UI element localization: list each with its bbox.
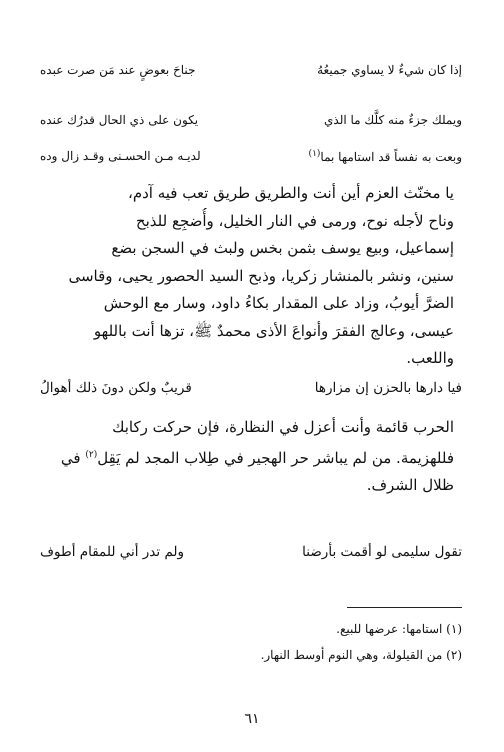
- poem-verse-4: [40, 375, 462, 401]
- footnote-2: (٢) من القيلولة، وهي النوم أوسط النهار.: [260, 648, 462, 662]
- footnote-separator: [347, 607, 462, 608]
- paragraph-line: عيسى، وعالج الفقرَ وأنواعَ الأذى محمدٌ ﷺ، تزها أنت باللهو: [93, 321, 454, 340]
- verse-left-hemistich: لديـه مـن الحسـنى وقـد زال وده: [40, 149, 201, 163]
- poem-verse-5: [40, 539, 462, 565]
- paragraph-1: [42, 180, 454, 373]
- paragraph-2: [42, 414, 454, 500]
- paragraph-line: الحرب قائمة وأنت أعزل في النظارة، فإن حركت ركابك: [112, 418, 454, 436]
- verse-right-hemistich: وبعت به نفساً قد استامها بما$^{(١)}$: [308, 148, 462, 164]
- paragraph-line: سنين، ونشر بالمنشار زكريا، وذبح السيد الحصور يحيى، وقاسى: [68, 266, 454, 285]
- paragraph-line: إسماعيل، وبيع يوسف بثمن بخس ولبث في السجن بضع: [111, 239, 454, 257]
- poem-verse-1: [40, 57, 462, 83]
- paragraph-line: الضرَّ أيوبُ، وزاد على المقدار بكاءُ داود، وسار مع الوحش: [103, 294, 454, 312]
- paragraph-line: يا مخنّث العزم أين أنت والطريق طريق تعب فيه آدم،: [127, 184, 454, 202]
- paragraph-line: فللهزيمة. من لم يباشر حر الهجير في طِلاب المجد لم يَقِل$^{(٢)}$ في: [60, 448, 454, 467]
- verse-left-hemistich: جناحَ بعوضٍ عند مَن صرت عبده: [40, 63, 196, 77]
- footnote-ref-2: (٢): [85, 449, 98, 460]
- verse-left-hemistich: يكون على ذي الحال قدرُك عنده: [40, 113, 199, 127]
- paragraph-line: ظلال الشرف.: [366, 476, 454, 494]
- footnote-ref-1: (١): [308, 148, 321, 159]
- verse-right-hemistich: إذا كان شيءٌ لا يساوي جميعُهُ: [317, 63, 462, 77]
- verse-right-hemistich: فيا دارها بالحزن إن مزارها: [314, 380, 462, 396]
- verse-right-hemistich: تقول سليمى لو أقمت بأرضنا: [302, 544, 462, 560]
- page-number: ٦١: [244, 711, 260, 727]
- poem-verse-2: [40, 107, 462, 133]
- poem-verse-3: [40, 143, 462, 169]
- verse-left-hemistich: قريبٌ ولكن دونَ ذلك أهوالُ: [40, 380, 192, 396]
- verse-right-hemistich: ويملك جزءٌ منه كلَّك ما الذي: [324, 113, 462, 127]
- verse-left-hemistich: ولم تدر أني للمقام أطوف: [40, 544, 185, 560]
- paragraph-line: وناح لأجله نوح، ورمى في النار الخليل، وأُضجِع للذبح: [135, 211, 454, 230]
- paragraph-line: واللعب.: [406, 349, 454, 367]
- footnote-1: (١) استامها: عرضها للبيع.: [336, 622, 462, 636]
